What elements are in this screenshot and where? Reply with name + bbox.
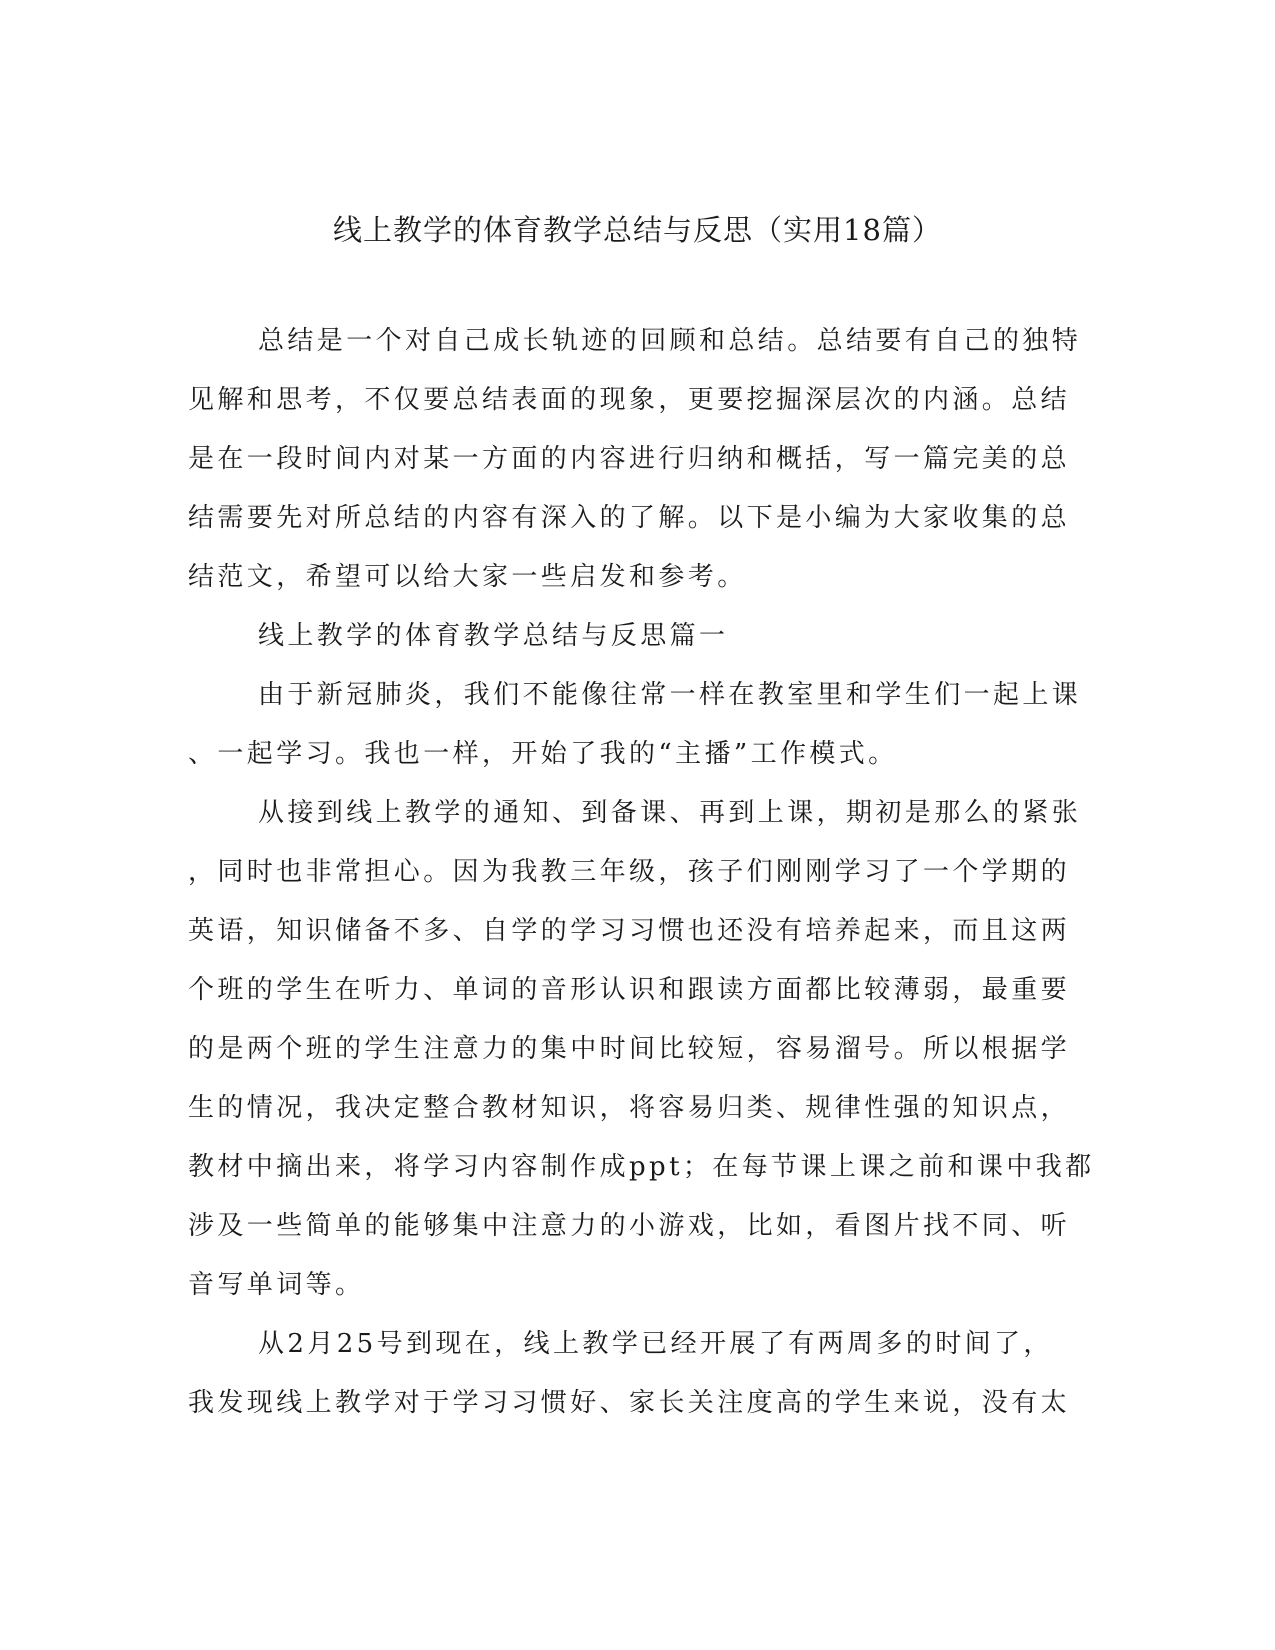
paragraph-line: 音写单词等。: [188, 1270, 365, 1300]
paragraph-line: 结需要先对所总结的内容有深入的了解。以下是小编为大家收集的总: [188, 503, 1071, 533]
paragraph-line: 个班的学生在听力、单词的音形认识和跟读方面都比较薄弱，最重要: [188, 975, 1071, 1005]
paragraph-line: ，同时也非常担心。因为我教三年级，孩子们刚刚学习了一个学期的: [188, 857, 1071, 887]
paragraph-line: 、一起学习。我也一样，开始了我的“主播”工作模式。: [188, 739, 898, 769]
paragraph-line: 英语，知识储备不多、自学的学习习惯也还没有培养起来，而且这两: [188, 916, 1071, 946]
paragraph-line: 结范文，希望可以给大家一些启发和参考。: [188, 562, 747, 592]
paragraph-line: 从2月25号到现在，线上教学已经开展了有两周多的时间了，: [258, 1329, 1053, 1359]
paragraph-line: 的是两个班的学生注意力的集中时间比较短，容易溜号。所以根据学: [188, 1034, 1071, 1064]
paragraph-line: 从接到线上教学的通知、到备课、再到上课，期初是那么的紧张: [258, 798, 1082, 828]
paragraph-line: 是在一段时间内对某一方面的内容进行归纳和概括，写一篇完美的总: [188, 444, 1071, 474]
paragraph-line: 见解和思考，不仅要总结表面的现象，更要挖掘深层次的内涵。总结: [188, 385, 1071, 415]
paragraph-line: 涉及一些简单的能够集中注意力的小游戏，比如，看图片找不同、听: [188, 1211, 1071, 1241]
paragraph-line: 生的情况，我决定整合教材知识，将容易归类、规律性强的知识点，: [188, 1093, 1071, 1123]
paragraph-line: 教材中摘出来，将学习内容制作成ppt；在每节课上课之前和课中我都: [188, 1152, 1095, 1182]
paragraph-line: 我发现线上教学对于学习习惯好、家长关注度高的学生来说，没有太: [188, 1388, 1071, 1418]
paragraph-line: 总结是一个对自己成长轨迹的回顾和总结。总结要有自己的独特: [258, 326, 1082, 356]
document-title: 线上教学的体育教学总结与反思（实用18篇）: [333, 213, 942, 247]
paragraph-line: 由于新冠肺炎，我们不能像往常一样在教室里和学生们一起上课: [258, 680, 1082, 710]
section-heading: 线上教学的体育教学总结与反思篇一: [258, 621, 729, 651]
